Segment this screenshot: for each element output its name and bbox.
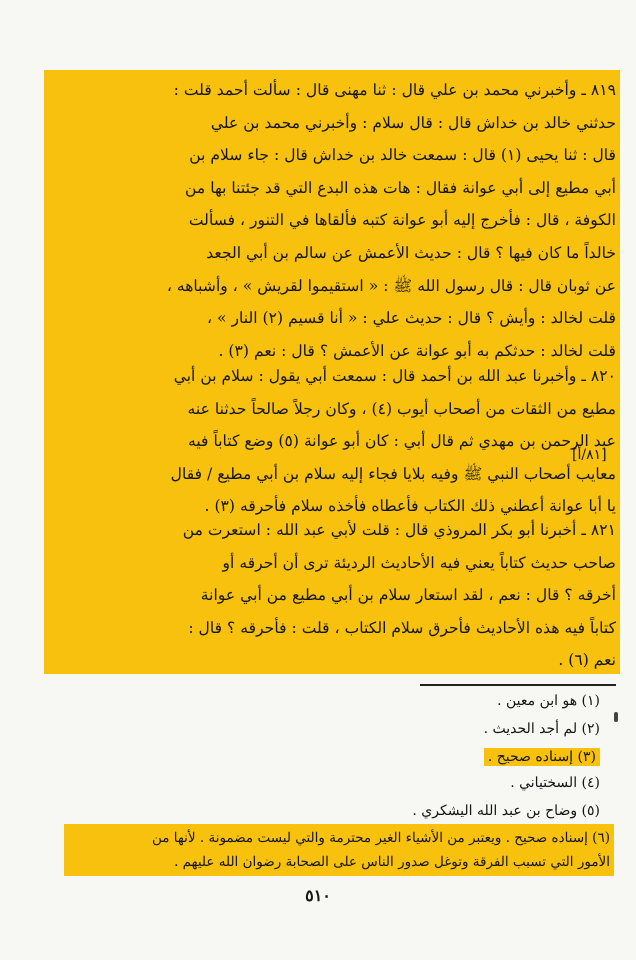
text-line: مطيع من الثقات من أصحاب أيوب (٤) ، وكان رجلاً صالحاً حدثنا عنه <box>187 399 616 418</box>
footnote-separator <box>420 684 616 686</box>
text-line: ٨١٩ ـ وأخبرني محمد بن علي قال : ثنا مهنى قال : سألت أحمد قلت : <box>173 81 616 99</box>
text-line: حدثني خالد بن خداش قال : قال سلام : وأخبرني محمد بن علي <box>210 113 616 132</box>
footnote-3 <box>484 746 600 768</box>
text-line: الكوفة ، قال : فأخرج إليه أبو عوانة كتبه فألقاها في التنور ، فسألت <box>188 211 616 230</box>
text-line: ٨٢٠ ـ وأخبرنا عبد الله بن أحمد قال : سمعت أبي يقول : سلام بن أبي <box>173 367 616 385</box>
footnote-5: (٥) وضاح بن عبد الله اليشكري . <box>412 803 600 819</box>
footnote-3-text: إسناده صحيح . <box>487 749 574 765</box>
text-line: يا أبا عوانة أعطني ذلك الكتاب فأعطاه فأخذه سلام فأحرقه (٣) . <box>204 497 616 516</box>
text-line: خالداً ما كان فيها ؟ قال : حديث الأعمش عن سالم بن أبي الجعد <box>206 243 616 262</box>
paragraph-820 <box>58 360 616 523</box>
footnote-6 <box>66 826 610 874</box>
footnote-2: (٢) لم أجد الحديث . <box>483 721 600 737</box>
margin-folio-reference: [٨١/أ] <box>572 447 607 463</box>
text-line: كتاباً فيه هذه الأحاديث فأحرق سلام الكتاب ، قلت : فأحرقه ؟ قال : <box>188 618 616 637</box>
text-line: صاحب حديث كتاباً يعني فيه الأحاديث الرديئة ترى أن أحرقه أو <box>222 553 616 572</box>
text-line: نعم (٦) . <box>558 651 616 670</box>
text-line: قلت لخالد : وأيش ؟ قال : حديث علي : « أنا قسيم (٢) النار » ، <box>207 309 616 328</box>
footnote-4: (٤) السختياني . <box>510 775 600 791</box>
footnote-3-number: (٣) <box>577 749 596 765</box>
text-line: عن ثوبان قال : قال رسول الله ﷺ : « استقيموا لقريش » ، وأشباهه ، <box>166 276 616 295</box>
footnote-1: (١) هو ابن معين . <box>497 693 600 709</box>
text-line: أخرقه ؟ قال : نعم ، لقد استعار سلام بن أبي مطيع من أبي عوانة <box>200 586 616 605</box>
text-line: قال : ثنا يحيى (١) قال : سمعت خالد بن خداش قال : جاء سلام بن <box>189 146 616 165</box>
footnote-line: (٦) إسناده صحيح . ويعتبر من الأشياء الغير محترمة والتي ليست مضمونة . لأنها من <box>151 830 610 846</box>
text-line: ٨٢١ ـ أخبرنا أبو بكر المروذي قال : قلت لأبي عبد الله : استعرت من <box>182 521 616 539</box>
text-line: قلت لخالد : حدثكم به أبو عوانة عن الأعمش ؟ قال : نعم (٣) . <box>218 341 616 360</box>
page-mark <box>614 712 618 722</box>
page-number: ٥١٠ <box>305 886 331 905</box>
paragraph-819 <box>58 74 616 367</box>
footnote-line: الأمور التي تسبب الفرقة وتوغل صدور الناس على الصحابة رضوان الله عليهم . <box>174 854 610 870</box>
text-line: عبد الرحمن بن مهدي ثم قال أبي : كان أبو عوانة (٥) وضع كتاباً فيه <box>187 432 616 451</box>
paragraph-821 <box>58 514 616 677</box>
footnote-3-highlight <box>484 748 600 766</box>
text-line: معايب أصحاب النبي ﷺ وفيه بلايا فجاء إليه سلام بن أبي مطيع / فقال <box>170 464 616 483</box>
text-line: أبي مطيع إلى أبي عوانة فقال : هات هذه البدع التي قد جئتنا بها من <box>185 178 616 197</box>
